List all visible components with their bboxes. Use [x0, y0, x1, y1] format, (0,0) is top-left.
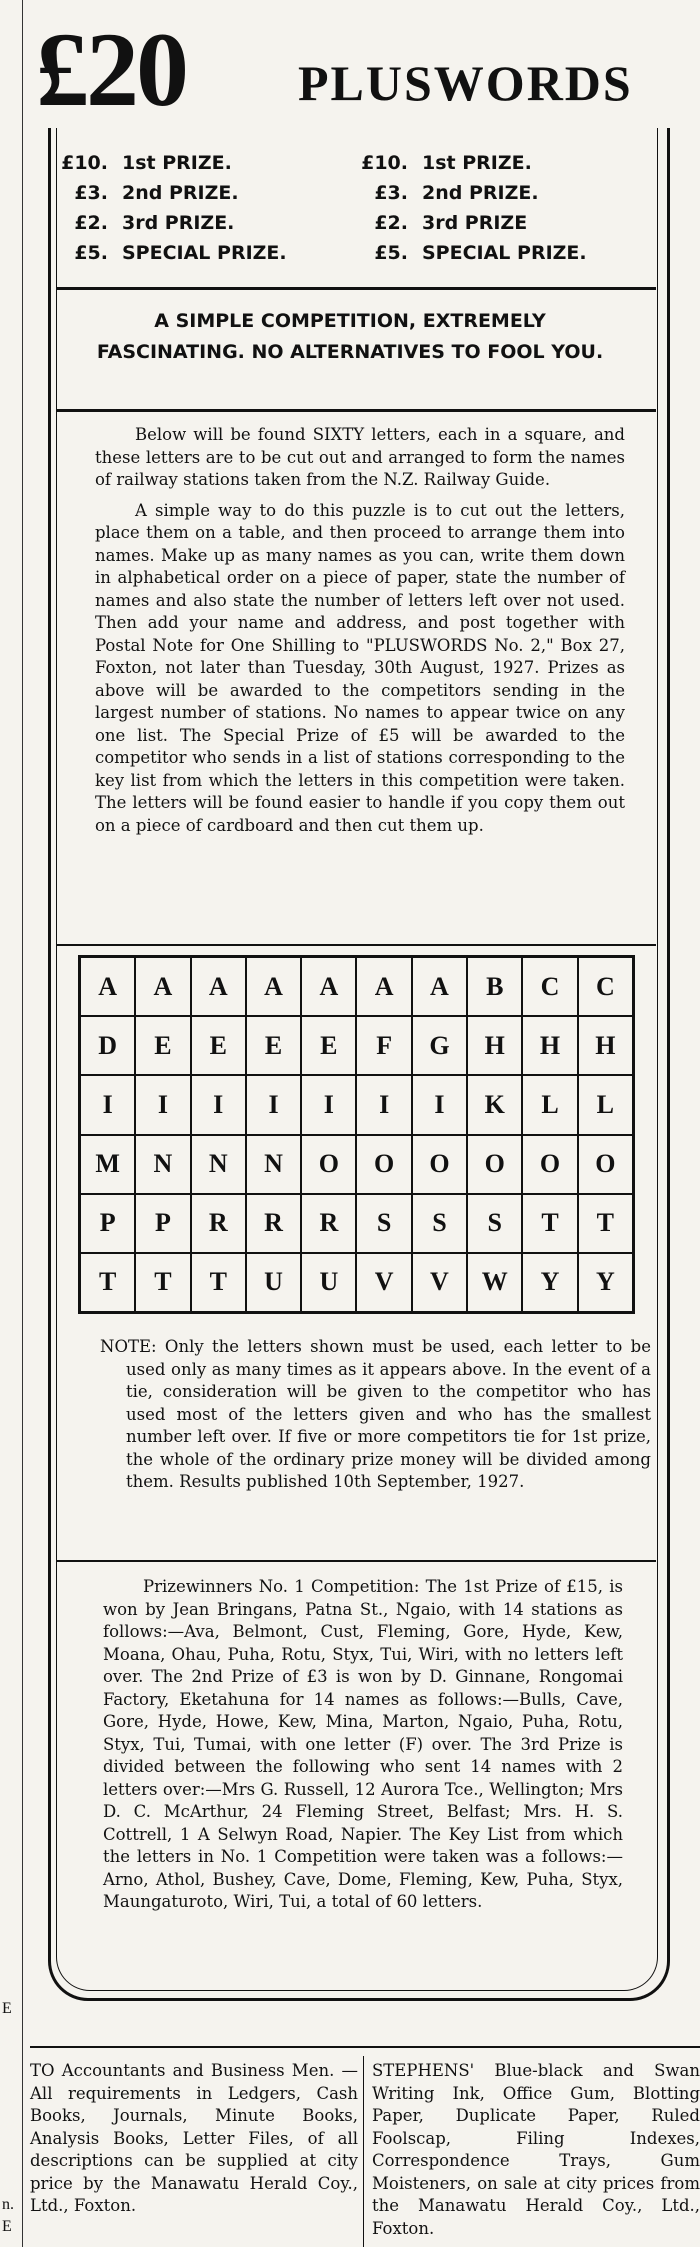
letter-square: L [578, 1075, 633, 1134]
prize-row [360, 208, 640, 238]
adjacent-column-edge [0, 0, 23, 2247]
letter-square: E [191, 1016, 246, 1075]
prize-amount: £3. [74, 182, 108, 204]
letter-square: P [80, 1194, 135, 1253]
letter-square: K [467, 1075, 522, 1134]
letter-square: O [467, 1135, 522, 1194]
prize-row [360, 238, 640, 268]
letter-square: U [246, 1253, 301, 1312]
prize-amount: £10. [61, 152, 108, 174]
letter-square: C [522, 957, 577, 1016]
prize-label: SPECIAL PRIZE. [422, 242, 587, 264]
letter-square: H [467, 1016, 522, 1075]
margin-fragment: n. [2, 2196, 14, 2213]
section-divider [56, 287, 656, 290]
letter-square: C [578, 957, 633, 1016]
letter-square: W [467, 1253, 522, 1312]
letter-square: O [578, 1135, 633, 1194]
letter-square: S [356, 1194, 411, 1253]
letter-square: V [356, 1253, 411, 1312]
letter-square: D [80, 1016, 135, 1075]
letter-square: Y [522, 1253, 577, 1312]
competition-note: NOTE: Only the letters shown must be used, each letter to be used only as many times as it appears above. In the event of a tie, consideration will be given to the competitor who has used most of the letters given and who has the smallest number left over. If five or more competitors tie for 1st prize, the whole of the ordinary prize money will be divided among them. Results published 10th September, 1927. [100, 1337, 651, 1491]
prize-row [360, 178, 640, 208]
advert-header [30, 10, 690, 130]
letter-square: H [578, 1016, 633, 1075]
letter-square: U [301, 1253, 356, 1312]
letter-square: T [80, 1253, 135, 1312]
prize-amount: £2. [74, 212, 108, 234]
letter-square: S [412, 1194, 467, 1253]
letter-square: I [246, 1075, 301, 1134]
instructions-paragraph: Below will be found SIXTY letters, each in a square, and these letters are to be cut out and arranged to form the names of railway stations taken from the N.Z. Railway Guide. [95, 425, 625, 489]
prize-label: 3rd PRIZE [422, 212, 528, 234]
letter-square: P [135, 1194, 190, 1253]
prize-row [60, 178, 340, 208]
prize-column-right [360, 148, 640, 268]
letter-square: R [246, 1194, 301, 1253]
letter-square: O [412, 1135, 467, 1194]
letter-square: I [356, 1075, 411, 1134]
letter-square: E [301, 1016, 356, 1075]
prize-row [60, 208, 340, 238]
prize-row [60, 238, 340, 268]
letter-square: Y [578, 1253, 633, 1312]
letter-square: T [135, 1253, 190, 1312]
letter-square: B [467, 957, 522, 1016]
letter-square: T [522, 1194, 577, 1253]
prize-amount: £10. [361, 152, 408, 174]
stationery-ad-right: STEPHENS' Blue-black and Swan Writing Ink, Office Gum, Blotting Paper, Duplicate Paper, Ruled Foolscap, Filing Indexes, Correspondence Trays, Gum Moisteners, on sale at city prices from the Manawatu Herald Coy., Ltd., Foxton. [372, 2061, 700, 2238]
letter-square: O [301, 1135, 356, 1194]
letter-square: O [356, 1135, 411, 1194]
pluswords-title: PLUSWORDS [298, 55, 633, 111]
section-divider [56, 409, 656, 412]
letter-square: G [412, 1016, 467, 1075]
letter-square: O [522, 1135, 577, 1194]
section-divider [56, 944, 656, 946]
letter-square: T [578, 1194, 633, 1253]
prize-label: 1st PRIZE. [122, 152, 232, 174]
letter-square: I [301, 1075, 356, 1134]
letter-square: L [522, 1075, 577, 1134]
instructions-paragraph: A simple way to do this puzzle is to cut out the letters, place them on a table, and then proceed to arrange them into names. Make up as many names as you can, write them down in alphabetical order on a piece of paper, state the number of names and also state the number of letters left over not used. Then add your name and address, and post together with Postal Note for One Shilling to "PLUSWORDS No. 2," Box 27, Foxton, not later than Tuesday, 30th August, 1927. Prizes as above will be awarded to the competitors sending in the largest number of stations. No names to appear twice on any one list. The Special Prize of £5 will be awarded to the competitor who sends in a list of stations corresponding to the key list from which the letters in this competition were taken. The letters will be found easier to handle if you copy them out on a piece of cardboard and then cut them up. [95, 500, 625, 835]
letter-square: N [135, 1135, 190, 1194]
prize-amount: £3. [374, 182, 408, 204]
competition-tagline: A SIMPLE COMPETITION, EXTREMELY FASCINATING. NO ALTERNATIVES TO FOOL YOU. [96, 310, 604, 363]
prize-label: 2nd PRIZE. [122, 182, 239, 204]
stationery-ad-left: TO Accountants and Business Men. —All requirements in Ledgers, Cash Books, Journals, Minute Books, Analysis Books, Letter Files, of all descriptions can be supplied at city price by the Manawatu Herald Coy., Ltd., Foxton. [30, 2061, 358, 2215]
letter-square: A [80, 957, 135, 1016]
prize-label: 3rd PRIZE. [122, 212, 235, 234]
letter-square: A [191, 957, 246, 1016]
margin-fragment: E [2, 2000, 12, 2017]
letter-square: E [135, 1016, 190, 1075]
prize-amount: £5. [74, 242, 108, 264]
letter-square: A [246, 957, 301, 1016]
ad-divider [363, 2056, 364, 2247]
letter-square: I [412, 1075, 467, 1134]
letter-square: T [191, 1253, 246, 1312]
letter-grid [78, 955, 635, 1314]
prize-row [60, 148, 340, 178]
letter-square: M [80, 1135, 135, 1194]
prize-label: 2nd PRIZE. [422, 182, 539, 204]
prize-label: SPECIAL PRIZE. [122, 242, 287, 264]
prize-amount-heading: £20 [36, 11, 186, 128]
letter-square: S [467, 1194, 522, 1253]
letter-square: R [301, 1194, 356, 1253]
letter-square: A [356, 957, 411, 1016]
winners-paragraph: Prizewinners No. 1 Competition: The 1st Prize of £15, is won by Jean Bringans, Patna St., Ngaio, with 14 stations as follows:—Ava, Belmont, Cust, Fleming, Gore, Hyde, Kew, Moana, Ohau, Puha, Rotu, Styx, Tui, Wiri, with no letters left over. The 2nd Prize of £3 is won by D. Ginnane, Rongomai Factory, Eketahuna for 14 names as follows:—Bulls, Cave, Gore, Hyde, Howe, Kew, Mina, Marton, Ngaio, Puha, Rotu, Styx, Tui, Tumai, with one letter (F) over. The 3rd Prize is divided between the following who sent 14 names with 2 letters over:—Mrs G. Russell, 12 Aurora Tce., Wellington; Mrs D. C. McArthur, 24 Fleming Street, Belfast; Mrs. H. S. Cottrell, 1 A Selwyn Road, Napier. The Key List from which the letters in No. 1 Competition were taken was a follows:—Arno, Athol, Bushey, Cave, Dome, Fleming, Kew, Puha, Styx, Maungaturoto, Wiri, Tui, a total of 60 letters. [103, 1577, 623, 1911]
letter-square: F [356, 1016, 411, 1075]
letter-square: N [191, 1135, 246, 1194]
margin-fragment: E [2, 2218, 12, 2235]
prize-amount: £2. [374, 212, 408, 234]
letter-square: N [246, 1135, 301, 1194]
competition-instructions [95, 424, 625, 837]
letter-square: I [80, 1075, 135, 1134]
letter-square: V [412, 1253, 467, 1312]
letter-square: R [191, 1194, 246, 1253]
column-rule [30, 2046, 700, 2048]
prizewinners-report [103, 1576, 623, 1914]
prize-row [360, 148, 640, 178]
letter-square: A [412, 957, 467, 1016]
letter-square: A [135, 957, 190, 1016]
letter-square: H [522, 1016, 577, 1075]
prize-label: 1st PRIZE. [422, 152, 532, 174]
section-divider [56, 1560, 656, 1562]
letter-square: A [301, 957, 356, 1016]
letter-square: I [135, 1075, 190, 1134]
prize-amount: £5. [374, 242, 408, 264]
letter-square: I [191, 1075, 246, 1134]
prize-column-left [60, 148, 340, 268]
letter-square: E [246, 1016, 301, 1075]
